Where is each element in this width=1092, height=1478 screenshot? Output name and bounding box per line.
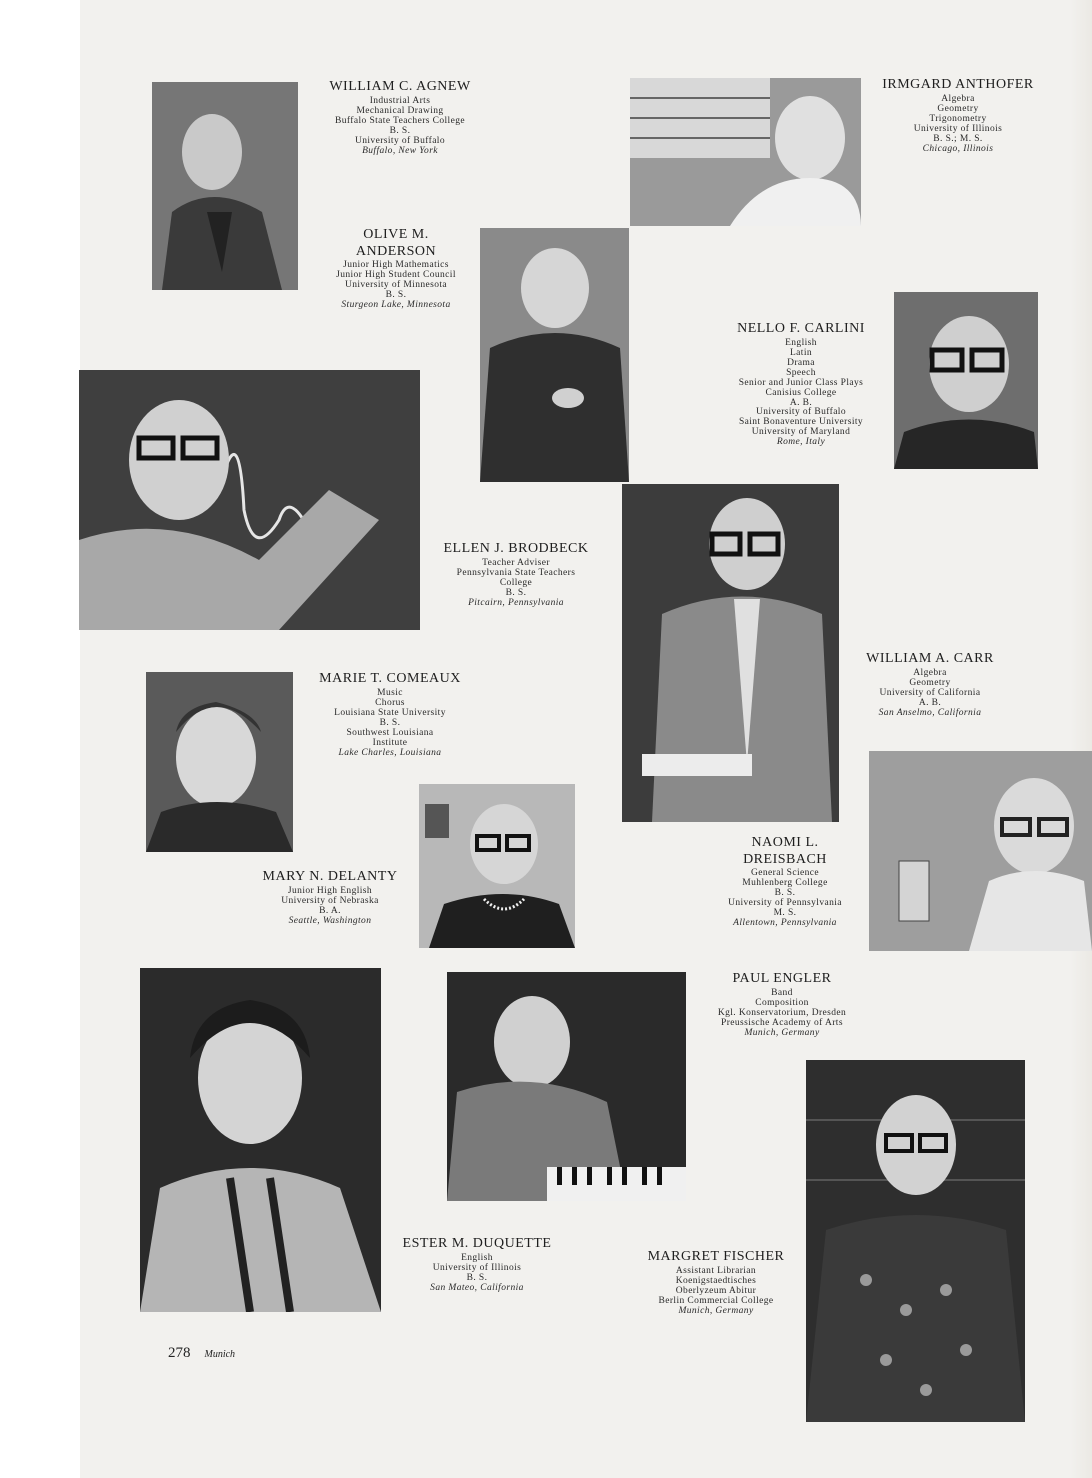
hometown: Lake Charles, Louisiana: [338, 747, 442, 758]
hometown: Allentown, Pennsylvania: [733, 918, 837, 929]
hometown: Chicago, Illinois: [922, 143, 994, 154]
caption-line: Industrial Arts: [369, 95, 431, 106]
caption-duquette: [392, 1237, 562, 1294]
teacher-name: MARY N. DELANTY: [262, 869, 398, 884]
caption-engler: [692, 972, 872, 1039]
caption-carr: [842, 652, 1018, 719]
teacher-name-line: DREISBACH: [743, 851, 827, 867]
caption-line: University of Buffalo: [354, 135, 446, 146]
caption-line: Trigonometry: [929, 113, 987, 124]
caption-line: B. S.: [385, 290, 407, 301]
caption-fischer: [632, 1250, 800, 1317]
page-footer: [168, 1344, 235, 1362]
caption-line: A. B.: [789, 397, 813, 408]
caption-line: B. S.: [774, 888, 796, 899]
caption-line: Drama: [787, 357, 815, 368]
teacher-name: PAUL ENGLER: [732, 971, 832, 986]
teacher-name: ESTER M. DUQUETTE: [402, 1236, 552, 1251]
caption-line: Muhlenberg College: [742, 878, 828, 889]
photo-comeaux: [146, 672, 293, 852]
caption-comeaux: [300, 672, 480, 758]
caption-line: Band: [771, 987, 793, 998]
photo-anthofer: [630, 78, 861, 226]
caption-line: Pennsylvania State Teachers: [456, 567, 576, 578]
caption-line: Institute: [372, 737, 408, 748]
caption-line: General Science: [751, 868, 819, 879]
caption-line: B. S.: [389, 125, 411, 136]
caption-delanty: [246, 870, 414, 927]
photo-anderson: [480, 228, 629, 482]
hometown: Seattle, Washington: [288, 915, 372, 926]
caption-line: University of Illinois: [432, 1262, 522, 1273]
caption-line: University of Nebraska: [281, 895, 379, 906]
teacher-name-line: ANDERSON: [355, 243, 437, 259]
section-label: Munich: [204, 1349, 236, 1360]
caption-line: Berlin Commercial College: [658, 1295, 774, 1306]
hometown: San Anselmo, California: [878, 707, 982, 718]
caption-line: Speech: [786, 367, 816, 378]
caption-line: Chorus: [375, 697, 405, 708]
caption-line: Junior High English: [287, 885, 373, 896]
photo-delanty: [419, 784, 575, 948]
photo-carr: [622, 484, 839, 822]
teacher-name: ELLEN J. BRODBECK: [443, 541, 589, 556]
teacher-name: NELLO F. CARLINI: [737, 321, 865, 336]
caption-line: University of Buffalo: [755, 407, 847, 418]
photo-duquette: [140, 968, 381, 1312]
caption-line: Oberlyzeum Abitur: [675, 1285, 757, 1296]
photo-dreisbach: [869, 751, 1092, 951]
caption-line: Buffalo State Teachers College: [335, 115, 465, 126]
hometown: Sturgeon Lake, Minnesota: [341, 300, 451, 311]
photo-brodbeck: [79, 370, 420, 630]
teacher-name: IRMGARD ANTHOFER: [882, 77, 1034, 92]
caption-line: Junior High Mathematics: [343, 260, 449, 271]
caption-line: B. S.; M. S.: [933, 133, 983, 144]
caption-line: Saint Bonaventure University: [738, 417, 864, 428]
caption-line: Latin: [789, 347, 813, 358]
teacher-name: MARGRET FISCHER: [647, 1249, 785, 1264]
page-margin: [0, 0, 80, 1478]
caption-line: Composition: [755, 997, 809, 1008]
caption-line: B. S.: [466, 1272, 488, 1283]
caption-line: Junior High Student Council: [336, 270, 456, 281]
caption-line: University of Illinois: [913, 123, 1003, 134]
page-number: 278: [168, 1345, 191, 1361]
caption-line: University of California: [879, 687, 981, 698]
teacher-name-line: NAOMI L.: [751, 835, 819, 850]
hometown: Munich, Germany: [678, 1305, 754, 1316]
teacher-name: MARIE T. COMEAUX: [319, 671, 461, 686]
caption-line: Geometry: [937, 103, 979, 114]
caption-line: Algebra: [913, 667, 947, 678]
caption-line: Mechanical Drawing: [356, 105, 444, 116]
hometown: Pitcairn, Pennsylvania: [468, 597, 564, 608]
caption-line: English: [461, 1252, 493, 1263]
caption-brodbeck: [426, 542, 606, 609]
caption-line: University of Maryland: [751, 427, 851, 438]
caption-line: Senior and Junior Class Plays: [738, 377, 864, 388]
caption-line: Music: [377, 687, 403, 698]
teacher-name: WILLIAM C. AGNEW: [329, 79, 471, 94]
caption-anthofer: [866, 78, 1050, 155]
hometown: Munich, Germany: [744, 1027, 820, 1038]
caption-line: M. S.: [773, 908, 797, 919]
caption-line: Kgl. Konservatorium, Dresden: [717, 1007, 847, 1018]
caption-line: Assistant Librarian: [675, 1265, 757, 1276]
caption-line: Koenigstaedtisches: [675, 1275, 757, 1286]
caption-line: Louisiana State University: [334, 707, 446, 718]
caption-line: A. B.: [918, 697, 942, 708]
caption-carlini: [712, 322, 890, 448]
teacher-name-line: OLIVE M.: [363, 227, 429, 242]
teacher-name: WILLIAM A. CARR: [866, 651, 994, 666]
hometown: Buffalo, New York: [362, 145, 438, 156]
photo-carlini: [894, 292, 1038, 469]
caption-line: University of Minnesota: [344, 280, 448, 291]
hometown: Rome, Italy: [776, 437, 826, 448]
caption-line: College: [499, 577, 533, 588]
caption-line: Geometry: [909, 677, 951, 688]
caption-line: Southwest Louisiana: [346, 727, 434, 738]
caption-dreisbach: [700, 836, 870, 929]
photo-fischer: [806, 1060, 1025, 1422]
caption-line: English: [785, 337, 817, 348]
caption-line: B. A.: [319, 905, 341, 916]
photo-agnew: [152, 82, 298, 290]
caption-line: B. S.: [505, 587, 527, 598]
hometown: San Mateo, California: [430, 1282, 524, 1293]
caption-line: University of Pennsylvania: [728, 898, 842, 909]
caption-line: Canisius College: [765, 387, 837, 398]
caption-anderson: [306, 228, 486, 311]
page-edge: [1070, 0, 1092, 1478]
caption-line: Preussische Academy of Arts: [721, 1017, 843, 1028]
caption-agnew: [310, 80, 490, 157]
photo-engler: [447, 972, 686, 1201]
caption-line: Algebra: [941, 93, 975, 104]
caption-line: Teacher Adviser: [482, 557, 550, 568]
caption-line: B. S.: [379, 717, 401, 728]
